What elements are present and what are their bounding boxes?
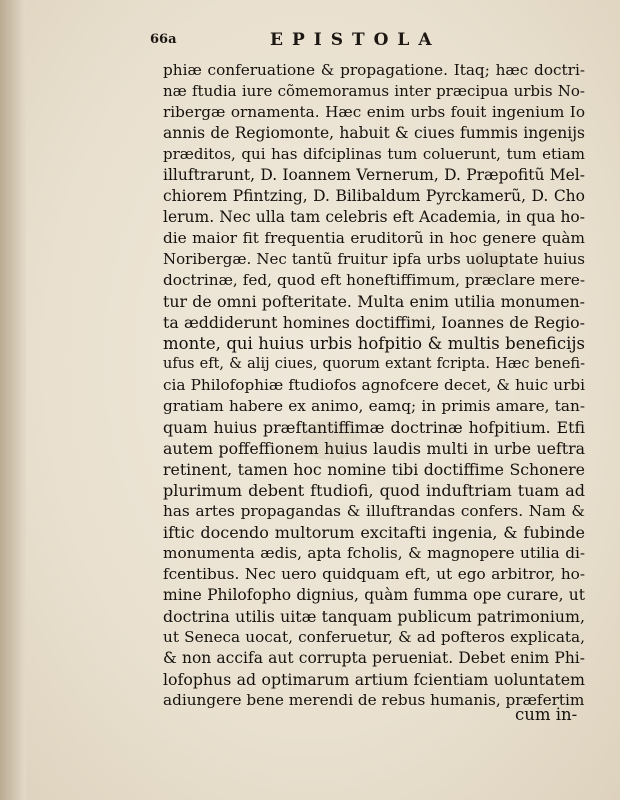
text-line: gratiam habere ex animo, eamq; in primis amare, tan- xyxy=(163,397,585,415)
text-line: monumenta ædis, apta fcholis, & magnopere utilia di- xyxy=(163,544,585,562)
body-text xyxy=(163,60,585,711)
text-line: & non accifa aut corrupta perueniat. Debet enim Phi- xyxy=(163,649,585,667)
text-line: præditos, qui has difciplinas tum coluerunt, tum etiam xyxy=(163,145,585,163)
text-line: cia Philofophiæ ftudiofos agnofcere decet, & huic urbi xyxy=(163,376,585,394)
text-line: has artes propagandas & illuftrandas confers. Nam & xyxy=(163,502,585,520)
text-line: autem poffeffionem huius laudis multi in urbe ueftra xyxy=(163,439,585,458)
text-line: annis de Regiomonte, habuit & ciues fummis ingenijs xyxy=(163,124,585,142)
text-line: doctrinæ, fed, quod eft honeftiffimum, præclare mere- xyxy=(163,271,585,289)
text-line: lerum. Nec ulla tam celebris eft Academia, in qua ho- xyxy=(163,208,585,226)
text-line: monte, qui huius urbis hofpitio & multis beneficijs xyxy=(163,334,585,353)
text-line: ut Seneca uocat, conferuetur, & ad pofteros explicata, xyxy=(163,628,585,646)
catchword: cum in- xyxy=(515,705,578,724)
text-line: doctrina utilis uitæ tanquam publicum patrimonium, xyxy=(163,607,585,626)
text-line: ufus eft, & alij ciues, quorum extant fcripta. Hæc benefi- xyxy=(163,356,585,372)
text-line: lofophus ad optimarum artium fcientiam uoluntatem xyxy=(163,670,585,689)
text-line: die maior fit frequentia eruditorũ in hoc genere quàm xyxy=(163,229,585,247)
running-title: EPISTOLA xyxy=(270,30,441,50)
text-line: illuftrarunt, D. Ioannem Vernerum, D. Præpofitũ Mel- xyxy=(163,166,585,184)
text-line: fcentibus. Nec uero quidquam eft, ut ego arbitror, ho- xyxy=(163,565,585,583)
text-line: plurimum debent ftudiofi, quod induftriam tuam ad xyxy=(163,481,585,500)
folio-number: 66a xyxy=(150,32,177,47)
text-line: ta æddiderunt homines doctiffimi, Ioannes de Regio- xyxy=(163,313,585,332)
text-line: Noribergæ. Nec tantũ fruitur ipfa urbs uoluptate huius xyxy=(163,250,585,268)
text-line: ribergæ ornamenta. Hæc enim urbs fouit ingenium Io xyxy=(163,103,585,121)
page-header xyxy=(150,30,580,52)
text-line: chiorem Pfintzing, D. Bilibaldum Pyrckamerũ, D. Cho xyxy=(163,187,585,205)
text-line: quam huius præftantiffimæ doctrinæ hofpitium. Etfi xyxy=(163,418,585,437)
text-line: iftic docendo multorum excitafti ingenia, & fubinde xyxy=(163,523,585,542)
text-line: tur de omni pofteritate. Multa enim utilia monumen- xyxy=(163,292,585,311)
text-line: adiungere bene merendi de rebus humanis, præfertim xyxy=(163,691,585,709)
text-line: phiæ conferuatione & propagatione. Itaq; hæc doctri- xyxy=(163,61,585,79)
text-line: mine Philofopho dignius, quàm fumma ope curare, ut xyxy=(163,586,585,604)
page-gutter xyxy=(0,0,26,800)
text-line: retinent, tamen hoc nomine tibi doctiffime Schonere xyxy=(163,460,585,479)
text-line: næ ftudia iure cõmemoramus inter præcipua urbis No- xyxy=(163,82,585,100)
